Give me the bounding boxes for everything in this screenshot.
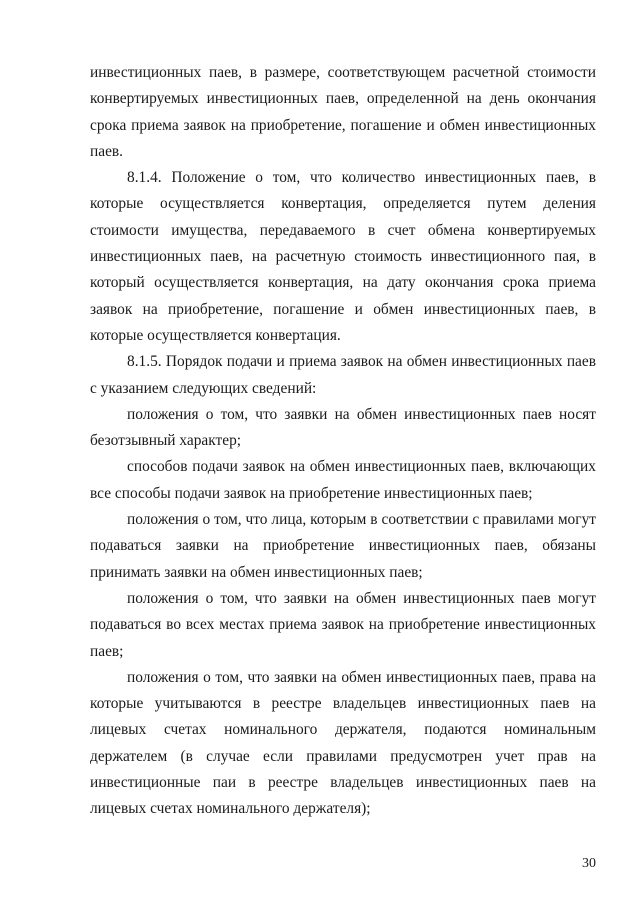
paragraph-8-1-5: 8.1.5. Порядок подачи и приема заявок на обмен инвестиционных паев с указанием следующих сведений: [90,353,596,397]
list-item-submission-places: положения о том, что заявки на обмен инвестиционных паев могут подаваться во всех местах приема заявок на приобретение инвестиционных паев; [90,589,596,660]
paragraph-8-1-4: 8.1.4. Положение о том, что количество инвестиционных паев, в которые осуществляется конвертация, определяется путем деления стоимости имущества, передаваемого в счет обмена конвертируемых инвестиционных паев, на расчетную стоимость инвестиционного пая, в который осуществляется конвертация, на дату окончания срока приема заявок на приобретение, погашение и обмен инвестиционных паев, в которые осуществляется конвертация. [90,169,596,344]
list-item-irrevocable: положения о том, что заявки на обмен инвестиционных паев носят безотзывный характер; [90,405,596,450]
list-item-nominee-holder: положения о том, что заявки на обмен инвестиционных паев, права на которые учитываются в реестре владельцев инвестиционных паев на лицевых счетах номинального держателя, подаются номинальным держателем (в случае если правилами предусмотрен учет прав на инвестиционные паи в реестре владельцев инвестиционных паев на лицевых счетах номинального держателя); [90,668,596,818]
document-body [90,60,596,823]
paragraph-continuation: инвестиционных паев, в размере, соответствующем расчетной стоимости конвертируемых инвестиционных паев, определенной на день окончания срока приема заявок на приобретение, погашение и обмен инвестиционных паев. [90,64,596,160]
list-item-submission-methods: способов подачи заявок на обмен инвестиционных паев, включающих все способы подачи заявок на приобретение инвестиционных паев; [90,458,596,502]
list-item-obliged-to-accept: положения о том, что лица, которым в соответствии с правилами могут подаваться заявки на приобретение инвестиционных паев, обязаны принимать заявки на обмен инвестиционных паев; [90,511,596,581]
page-number: 30 [582,856,596,871]
